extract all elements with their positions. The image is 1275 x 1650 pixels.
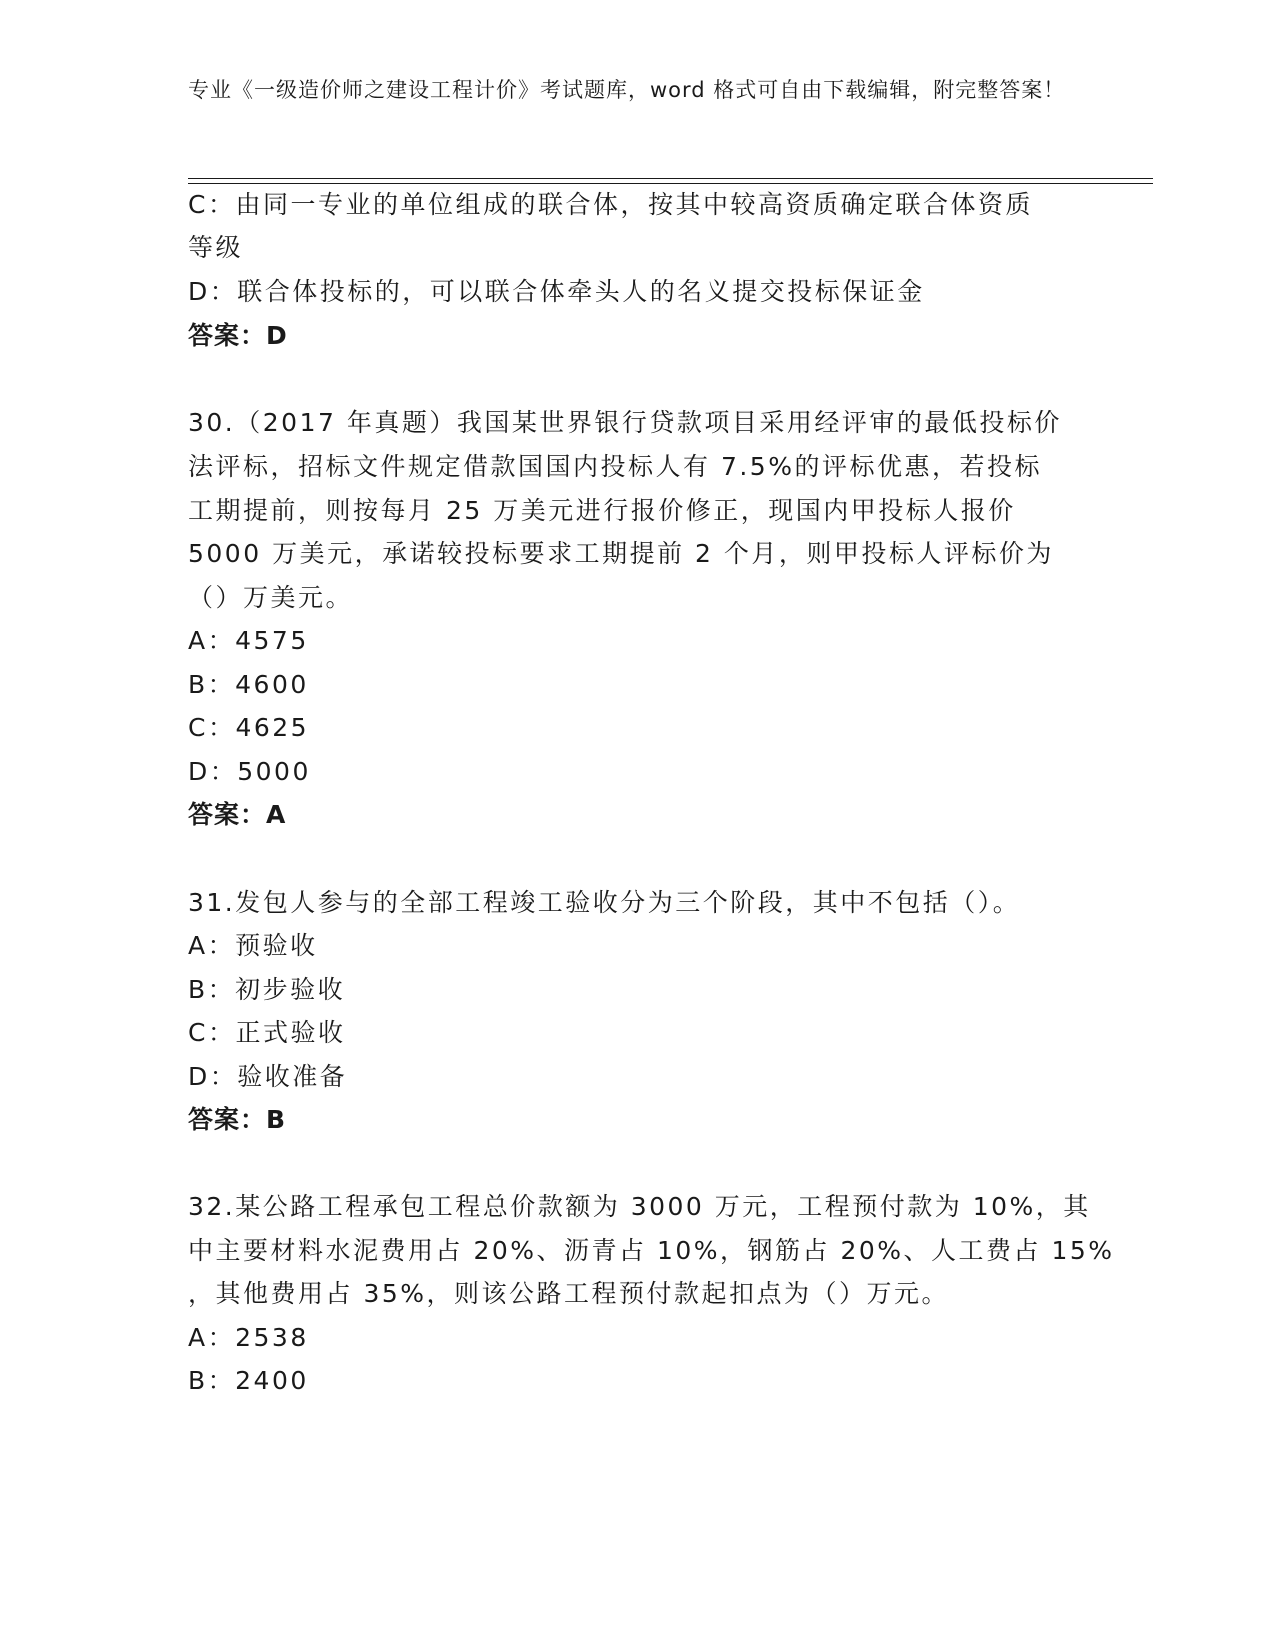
q30-option-a: A：4575 — [188, 626, 309, 655]
q30-stem-line3: 工期提前，则按每月 25 万美元进行报价修正，现国内甲投标人报价 — [188, 496, 1016, 525]
q29-option-d: D：联合体投标的，可以联合体牵头人的名义提交投标保证金 — [188, 277, 925, 306]
q29-answer: 答案：D — [188, 321, 288, 350]
q30-stem-line2: 法评标，招标文件规定借款国国内投标人有 7.5%的评标优惠，若投标 — [188, 452, 1042, 481]
q29-option-c-line1: C：由同一专业的单位组成的联合体，按其中较高资质确定联合体资质 — [188, 190, 1033, 219]
q31-answer: 答案：B — [188, 1105, 287, 1134]
q32-stem-line2: 中主要材料水泥费用占 20%、沥青占 10%，钢筋占 20%、人工费占 15% — [188, 1236, 1115, 1265]
q31-option-c: C：正式验收 — [188, 1018, 346, 1047]
document-header: 专业《一级造价师之建设工程计价》考试题库，word 格式可自由下载编辑，附完整答案！ — [188, 78, 1066, 102]
q32-stem-line1: 32.某公路工程承包工程总价款额为 3000 万元，工程预付款为 10%，其 — [188, 1192, 1091, 1221]
header-divider-bottom — [188, 183, 1153, 184]
q31-option-b: B：初步验收 — [188, 975, 346, 1004]
q30-option-c: C：4625 — [188, 713, 310, 742]
q31-option-d: D：验收准备 — [188, 1062, 348, 1091]
q30-stem-line4: 5000 万美元，承诺较投标要求工期提前 2 个月，则甲投标人评标价为 — [188, 539, 1054, 568]
q30-option-d: D：5000 — [188, 757, 311, 786]
header-divider-top — [188, 178, 1153, 179]
q32-option-a: A：2538 — [188, 1323, 309, 1352]
q30-option-b: B：4600 — [188, 670, 309, 699]
q30-answer: 答案：A — [188, 800, 287, 829]
q32-stem-line3: ，其他费用占 35%，则该公路工程预付款起扣点为（）万元。 — [188, 1279, 950, 1308]
q30-stem-line1: 30.（2017 年真题）我国某世界银行贷款项目采用经评审的最低投标价 — [188, 408, 1062, 437]
q32-option-b: B：2400 — [188, 1366, 309, 1395]
q30-stem-line5: （）万美元。 — [188, 583, 354, 612]
q29-option-c-line2: 等级 — [188, 233, 244, 262]
q31-option-a: A：预验收 — [188, 931, 318, 960]
q31-stem: 31.发包人参与的全部工程竣工验收分为三个阶段，其中不包括（）。 — [188, 888, 1021, 917]
